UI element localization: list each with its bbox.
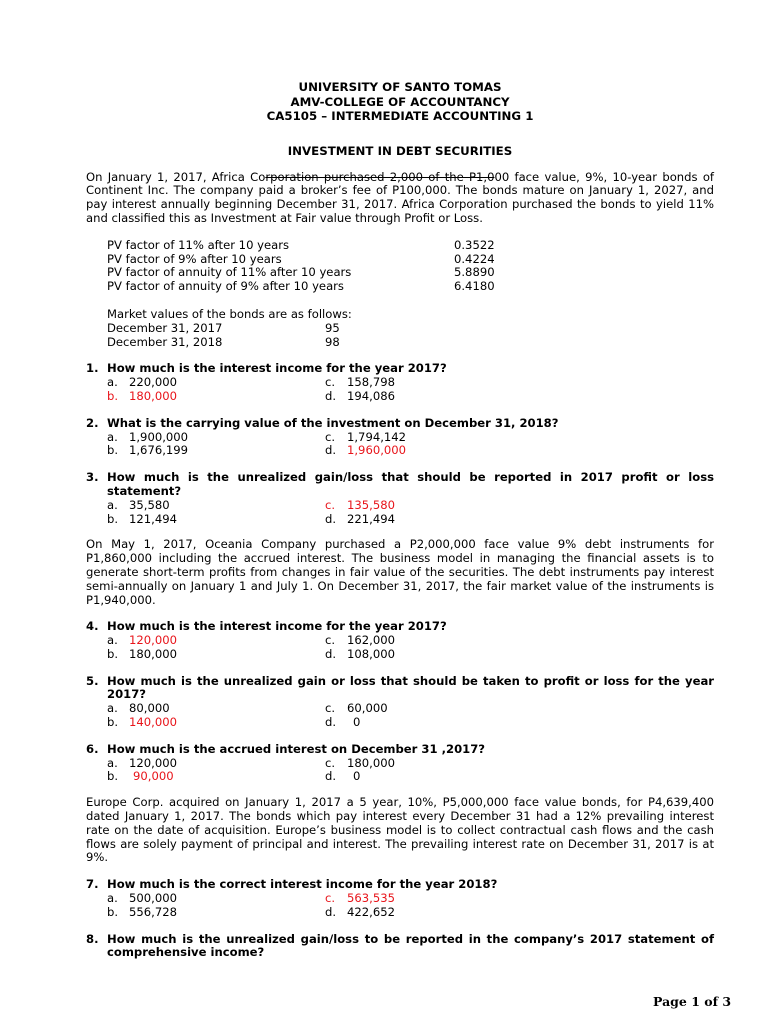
- option-a-answer: a. 120,000: [107, 633, 177, 648]
- question-8: 8. How much is the unrealized gain/loss to be reported in the company’s 2017 statement of comprehensive income?: [86, 931, 714, 960]
- question-1: 1. How much is the interest income for the year 2017? a. 220,000 c. 158,798 b. 180,000 d. 194,086: [86, 362, 714, 403]
- option-c: c. 60,000: [325, 701, 388, 716]
- option-a: a. 500,000: [107, 891, 177, 906]
- question-text: What is the carrying value of the investment on December 31, 2018?: [107, 415, 559, 430]
- pv-factors-table: [107, 239, 714, 294]
- question-text: How much is the interest income for the year 2017?: [107, 619, 447, 634]
- option-b: b. 556,728: [107, 904, 177, 919]
- question-text: How much is the correct interest income for the year 2018?: [107, 877, 498, 892]
- market-values: [107, 308, 714, 349]
- option-d: d. 221,494: [325, 511, 395, 526]
- option-a: a. 120,000: [107, 755, 177, 770]
- question-3: 3. How much is the unrealized gain/loss that should be reported in 2017 profit or loss statement? a. 35,580 c. 135,580 b. 121,494 d. 221,494: [86, 470, 714, 526]
- problem3-intro: Europe Corp. acquired on January 1, 2017 a 5 year, 10%, P5,000,000 face value bonds, for P4,639,400 dated January 1, 2017. The bonds which pay interest every December 31 had a 12% prevailing interest rate on the date of acquisition. Europe’s business model is to collect contractual cash flows and the cash flows are solely payment of principal and interest. The prevailing interest rate on December 31, 2017 is at 9%.: [86, 795, 714, 865]
- option-d: d. 0: [325, 769, 361, 784]
- document-page: [86, 80, 714, 960]
- option-d: d. 194,086: [325, 388, 395, 403]
- document-header: [86, 80, 714, 124]
- question-7: 7. How much is the correct interest income for the year 2018? a. 500,000 c. 563,535 b. 556,728 d. 422,652: [86, 878, 714, 919]
- question-2: 2. What is the carrying value of the investment on December 31, 2018? a. 1,900,000 c. 1,794,142 b. 1,676,199 d. 1,960,000: [86, 417, 714, 458]
- question-5: 5. How much is the unrealized gain or loss that should be taken to profit or loss for the year 2017? a. 80,000 c. 60,000 b. 140,000 d. 0: [86, 673, 714, 730]
- market-value-row: December 31, 2018 98: [107, 334, 340, 349]
- pv-factor-row: PV factor of annuity of 9% after 10 years 6.4180: [107, 279, 495, 294]
- option-a: a. 220,000: [107, 375, 177, 390]
- question-4: 4. How much is the interest income for the year 2017? a. 120,000 c. 162,000 b. 180,000 d. 108,000: [86, 620, 714, 661]
- strikethrough-text: rporation purchased 2,000 of the P1,0: [265, 169, 495, 184]
- university-name: UNIVERSITY OF SANTO TOMAS: [298, 80, 502, 94]
- option-a: a. 80,000: [107, 701, 170, 716]
- option-c: c. 158,798: [325, 375, 395, 390]
- question-text: How much is the unrealized gain/loss to be reported in the company’s 2017 statement of comprehensive income?: [107, 931, 714, 960]
- option-b: b. 180,000: [107, 646, 177, 661]
- pv-factor-row: PV factor of 11% after 10 years 0.3522: [107, 237, 495, 252]
- option-d: d. 108,000: [325, 646, 395, 661]
- option-b-answer: b. 90,000: [107, 769, 174, 784]
- option-d: d. 0: [325, 715, 361, 730]
- question-text: How much is the unrealized gain or loss that should be taken to profit or loss for the year 2017?: [107, 673, 714, 702]
- option-c: c. 162,000: [325, 633, 395, 648]
- question-text: How much is the interest income for the year 2017?: [107, 361, 447, 376]
- option-b: b. 1,676,199: [107, 443, 189, 458]
- option-c-answer: c. 135,580: [325, 497, 395, 512]
- question-text: How much is the unrealized gain/loss that should be reported in 2017 profit or loss statement?: [107, 470, 714, 498]
- option-b-answer: b. 140,000: [107, 715, 177, 730]
- option-b-answer: b. 180,000: [107, 388, 177, 403]
- pv-factor-row: PV factor of 9% after 10 years 0.4224: [107, 251, 495, 266]
- option-c: c. 180,000: [325, 755, 395, 770]
- course-name: CA5105 – INTERMEDIATE ACCOUNTING 1: [266, 109, 534, 124]
- option-d: d. 422,652: [325, 904, 395, 919]
- document-title: INVESTMENT IN DEBT SECURITIES: [287, 143, 513, 158]
- problem1-intro: On January 1, 2017, Africa Corporation purchased 2,000 of the P1,000 face value, 9%, 10-year bonds of Continent Inc. The company paid a broker’s fee of P100,000. The bonds mature on January 1, 2027, and pay interest annually beginning December 31, 2017. Africa Corporation purchased the bonds to yield 11% and classified this as Investment at Fair value through Profit or Loss.: [86, 169, 714, 225]
- option-a: a. 35,580: [107, 497, 170, 512]
- option-d-answer: d. 1,960,000: [325, 443, 407, 458]
- pv-factor-row: PV factor of annuity of 11% after 10 years 5.8890: [107, 265, 495, 280]
- problem2-intro: On May 1, 2017, Oceania Company purchased a P2,000,000 face value 9% debt instruments for P1,860,000 including the accrued interest. The business model in managing the financial assets is to generate short-term profits from changes in fair value of the securities. The debt instruments pay interest semi-annually on January 1 and July 1. On December 31, 2017, the fair market value of the instruments is P1,940,000.: [86, 537, 714, 607]
- market-values-intro: Market values of the bonds are as follows:: [107, 306, 352, 321]
- option-c-answer: c. 563,535: [325, 891, 395, 906]
- college-name: AMV-COLLEGE OF ACCOUNTANCY: [290, 94, 510, 109]
- option-b: b. 121,494: [107, 511, 177, 526]
- question-text: How much is the accrued interest on December 31 ,2017?: [107, 741, 485, 756]
- question-6: 6. How much is the accrued interest on December 31 ,2017? a. 120,000 c. 180,000 b. 90,000 d. 0: [86, 743, 714, 784]
- option-c: c. 1,794,142: [325, 429, 407, 444]
- market-value-row: December 31, 2017 95: [107, 320, 340, 335]
- page-number: Page 1 of 3: [653, 994, 732, 1009]
- option-a: a. 1,900,000: [107, 429, 189, 444]
